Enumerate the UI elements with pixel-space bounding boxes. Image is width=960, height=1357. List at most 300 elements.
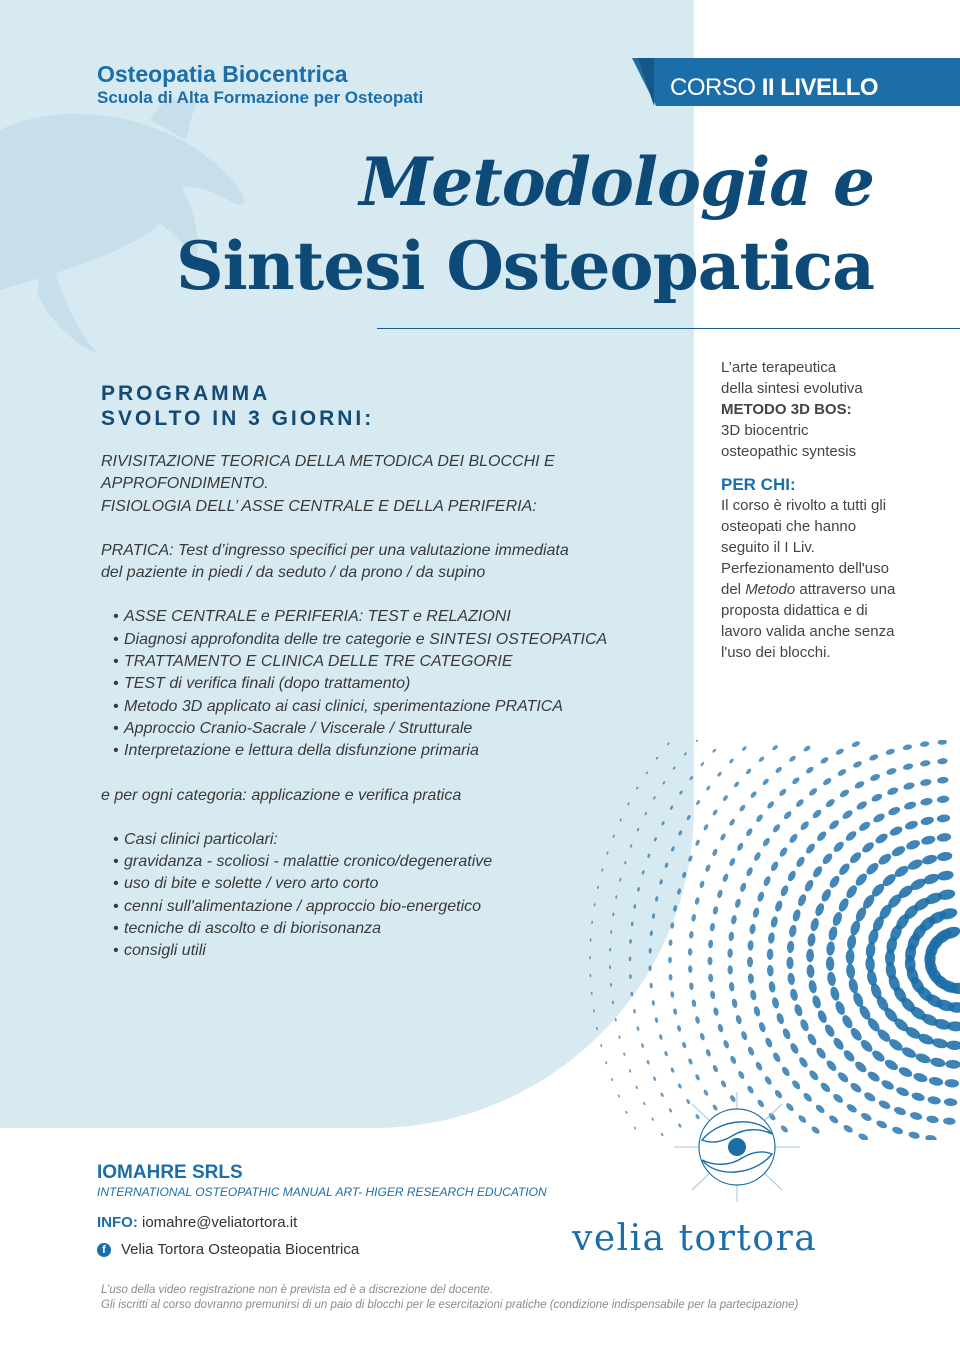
halftone-dot	[774, 900, 784, 913]
halftone-dot	[687, 855, 693, 863]
info-label: INFO:	[97, 1214, 138, 1231]
halftone-dot	[609, 965, 611, 969]
side-line-2: della sintesi evolutiva	[721, 380, 863, 397]
halftone-dot	[806, 964, 815, 978]
halftone-dot	[803, 879, 815, 893]
halftone-dot	[788, 832, 799, 844]
halftone-dot	[789, 1042, 800, 1055]
halftone-dot	[630, 844, 633, 848]
halftone-dot	[778, 788, 788, 798]
halftone-dot	[672, 766, 676, 770]
halftone-dot	[781, 1027, 792, 1040]
halftone-dot	[875, 1119, 888, 1130]
halftone-dot	[699, 1032, 705, 1041]
halftone-dots-decoration	[560, 740, 960, 1140]
halftone-dot	[937, 795, 950, 803]
facebook-row[interactable]	[97, 1241, 547, 1258]
disclaimer-line-2: Gli iscritti al corso dovranno premunirsi di un paio di blocchi per le esercitazioni pratiche (condizione indispensabile per la partecipazione)	[101, 1299, 799, 1311]
halftone-dot	[694, 1016, 700, 1024]
halftone-dot	[712, 1064, 719, 1073]
halftone-dot	[921, 853, 938, 866]
title-line-1: Metodologia e	[359, 143, 874, 221]
halftone-dot	[857, 820, 871, 833]
halftone-dot	[606, 851, 609, 855]
facebook-icon: f	[97, 1243, 111, 1257]
side-column	[721, 357, 901, 663]
halftone-dot	[803, 745, 812, 753]
halftone-dot	[630, 992, 633, 997]
halftone-dot	[716, 771, 722, 777]
list-item: • cenni sull'alimentazione / approccio bio-energetico	[113, 896, 661, 918]
halftone-dot	[646, 1060, 650, 1065]
halftone-dot	[853, 780, 865, 790]
halftone-dot	[676, 1025, 681, 1032]
halftone-dot	[811, 994, 822, 1009]
halftone-dot	[943, 1117, 956, 1125]
halftone-dot	[920, 741, 930, 748]
halftone-dot	[707, 957, 712, 966]
halftone-dot	[758, 756, 765, 763]
halftone-dot	[766, 800, 775, 810]
halftone-dot	[920, 759, 931, 767]
halftone-dot	[635, 1085, 638, 1089]
halftone-dot	[870, 792, 883, 803]
halftone-dot	[676, 888, 681, 895]
halftone-dot	[600, 1044, 603, 1048]
halftone-dot	[624, 861, 627, 865]
halftone-dot	[832, 1092, 845, 1104]
halftone-dot	[926, 1115, 939, 1124]
halftone-dot	[903, 800, 917, 811]
halftone-dot	[631, 921, 634, 926]
halftone-dot	[855, 800, 868, 812]
list-item: • Interpretazione e lettura della disfunzione primaria	[113, 740, 661, 762]
halftone-dot	[786, 957, 793, 970]
halftone-dot	[705, 1048, 712, 1057]
company-full-name: INTERNATIONAL OSTEOPATHIC MANUAL ART- HIGER RESEARCH EDUCATION	[97, 1185, 547, 1199]
halftone-dot	[845, 949, 854, 965]
halftone-dot	[786, 869, 797, 882]
list-item: • tecniche di ascolto e di biorisonanza	[113, 918, 661, 940]
halftone-dot	[851, 740, 861, 748]
halftone-dot	[727, 965, 733, 975]
halftone-dot	[727, 948, 733, 958]
halftone-dot	[610, 930, 612, 934]
halftone-dot	[722, 794, 729, 802]
side-line-1: L’arte terapeutica	[721, 359, 837, 376]
halftone-dot	[936, 814, 950, 823]
halftone-dot	[849, 1026, 864, 1043]
perchi-text-b: attraverso una proposta didattica e di lavoro valida anche senza l'uso dei blocchi.	[721, 581, 896, 661]
halftone-dot	[683, 752, 687, 756]
halftone-dot	[730, 915, 737, 925]
page-title	[176, 140, 874, 308]
halftone-dot	[619, 818, 622, 822]
halftone-dot	[820, 756, 830, 765]
facebook-link[interactable]: Velia Tortora Osteopatia Biocentrica	[121, 1241, 360, 1258]
halftone-dot	[877, 852, 894, 867]
program-pratica-2: del paziente in piedi / da seduto / da prono / da supino	[101, 564, 486, 582]
halftone-dot	[906, 857, 924, 871]
halftone-dot	[659, 879, 664, 885]
halftone-dot	[853, 1060, 868, 1075]
halftone-dot	[836, 1070, 850, 1084]
halftone-dot	[722, 1039, 730, 1049]
halftone-dot	[920, 816, 935, 827]
halftone-dot	[839, 788, 851, 799]
list-item: • gravidanza - scoliosi - malattie cronico/degenerative	[113, 851, 661, 873]
dolphins-logo-icon	[672, 1092, 802, 1202]
halftone-dot	[822, 777, 833, 787]
halftone-dot	[937, 870, 955, 882]
halftone-dot	[767, 948, 774, 960]
halftone-dot	[886, 786, 899, 796]
halftone-dot	[888, 825, 903, 838]
halftone-dot	[749, 923, 757, 934]
perchi-text	[721, 495, 901, 663]
halftone-dot	[717, 1023, 724, 1033]
halftone-dot	[832, 840, 846, 854]
halftone-dot	[849, 919, 862, 936]
halftone-dot	[747, 973, 754, 984]
halftone-dot	[712, 809, 719, 817]
halftone-dot	[649, 948, 652, 954]
halftone-dot	[852, 760, 863, 769]
halftone-dot	[625, 1110, 628, 1114]
halftone-dot	[651, 1117, 654, 1121]
halftone-dot	[659, 1034, 664, 1040]
halftone-dot	[728, 818, 736, 827]
halftone-dot	[731, 998, 738, 1008]
halftone-dot	[779, 884, 789, 897]
halftone-dot	[946, 1040, 960, 1050]
halftone-dot	[890, 844, 907, 858]
halftone-dot	[629, 939, 632, 944]
halftone-dot	[752, 907, 760, 919]
halftone-dot	[649, 983, 653, 989]
halftone-dot	[648, 965, 651, 971]
list-item: • Diagnosi approfondita delle tre categorie e SINTESI OSTEOPATICA	[113, 629, 661, 651]
company-name: IOMAHRE SRLS	[97, 1162, 243, 1183]
halftone-dot	[768, 981, 776, 993]
halftone-dot	[787, 940, 795, 953]
halftone-dot	[831, 911, 844, 927]
halftone-dot	[712, 748, 717, 753]
program-middle-line: e per ogni categoria: applicazione e verifica pratica	[101, 786, 462, 804]
halftone-dot	[745, 827, 754, 837]
halftone-dot	[787, 972, 796, 985]
halftone-dot	[929, 1057, 946, 1069]
program-heading-line-1: PROGRAMMA	[101, 382, 271, 405]
halftone-dot	[629, 957, 632, 962]
halftone-dot	[908, 1131, 921, 1140]
halftone-dot	[627, 802, 630, 806]
halftone-dot	[880, 1078, 896, 1091]
halftone-dot	[745, 866, 754, 877]
halftone-dot	[694, 1074, 700, 1082]
halftone-dot	[678, 830, 683, 836]
halftone-dot	[756, 891, 765, 903]
halftone-dot	[909, 1111, 923, 1121]
halftone-dot	[802, 1091, 814, 1103]
halftone-dot	[864, 861, 880, 877]
halftone-dot	[844, 883, 859, 900]
halftone-dot	[633, 1126, 636, 1130]
halftone-dot	[762, 875, 772, 887]
halftone-dot	[771, 744, 779, 751]
halftone-dot	[662, 781, 666, 785]
halftone-dot	[733, 781, 740, 789]
halftone-dot	[809, 917, 820, 932]
halftone-dot	[796, 893, 807, 907]
halftone-dot	[791, 1079, 802, 1091]
halftone-dot	[819, 1081, 832, 1094]
halftone-dot	[829, 986, 841, 1002]
halftone-dot	[643, 1101, 646, 1105]
halftone-dot	[735, 1014, 743, 1025]
program-pratica-1: PRATICA: Test d’ingresso specifici per una valutazione immediata	[101, 541, 569, 559]
halftone-dot	[728, 758, 734, 764]
program-heading	[101, 381, 374, 431]
halftone-dot	[841, 809, 854, 821]
halftone-dot	[669, 805, 674, 810]
halftone-dot	[767, 965, 774, 977]
halftone-dot	[609, 948, 611, 952]
halftone-dot	[649, 930, 653, 936]
halftone-dot	[826, 971, 837, 987]
halftone-dot	[795, 798, 806, 808]
halftone-dot	[629, 974, 632, 979]
halftone-dot	[615, 895, 618, 899]
halftone-dot	[745, 768, 752, 775]
halftone-dot	[905, 838, 921, 851]
halftone-dot	[689, 931, 694, 939]
halftone-dot	[741, 745, 747, 751]
halftone-dot	[842, 1123, 854, 1134]
halftone-dot	[767, 932, 775, 944]
list-item: • TRATTAMENTO E CLINICA DELLE TRE CATEGORIE	[113, 651, 661, 673]
halftone-dot	[736, 842, 744, 852]
halftone-dot	[629, 1069, 632, 1073]
halftone-dot	[612, 1000, 614, 1004]
disclaimer	[101, 1283, 798, 1313]
halftone-dot	[596, 1027, 598, 1030]
halftone-dot	[655, 756, 658, 760]
halftone-dot	[778, 846, 789, 858]
halftone-dot	[589, 974, 591, 977]
halftone-dot	[857, 1132, 869, 1140]
halftone-dot	[661, 821, 665, 826]
title-divider	[377, 328, 960, 329]
halftone-dot	[944, 1079, 959, 1088]
halftone-dot	[834, 1000, 847, 1017]
halftone-dot	[712, 906, 719, 915]
halftone-dot	[670, 846, 675, 852]
halftone-dot	[824, 798, 836, 809]
halftone-dot	[673, 1008, 678, 1015]
halftone-dot	[811, 808, 823, 819]
halftone-dot	[728, 857, 736, 867]
halftone-dot	[775, 1012, 785, 1025]
list-item: • uso di bite e solette / vero arto corto	[113, 873, 661, 895]
halftone-dot	[647, 853, 651, 858]
halftone-dot	[816, 1009, 828, 1024]
list-item: • Metodo 3D applicato ai casi clinici, sperimentazione PRATICA	[113, 696, 661, 718]
organization-header	[97, 60, 423, 108]
halftone-dot	[758, 1021, 767, 1033]
halftone-dot	[755, 813, 764, 823]
halftone-dot	[845, 963, 855, 979]
halftone-dot	[653, 837, 657, 842]
halftone-dot	[945, 1059, 960, 1069]
halftone-dot	[651, 1000, 655, 1006]
halftone-dot	[883, 1058, 900, 1073]
halftone-dot	[874, 832, 890, 846]
halftone-dot	[633, 1009, 636, 1014]
halftone-dot	[920, 797, 934, 807]
org-subtitle: Scuola di Alta Formazione per Osteopati	[97, 88, 424, 107]
halftone-dot	[780, 1065, 791, 1077]
halftone-dot	[853, 871, 869, 887]
halftone-dot	[720, 1080, 728, 1089]
halftone-dot	[664, 1051, 669, 1057]
halftone-dot	[807, 933, 817, 947]
halftone-dot	[651, 913, 655, 919]
halftone-dot	[689, 982, 694, 990]
halftone-dot	[845, 1102, 858, 1114]
halftone-dot	[703, 823, 710, 831]
halftone-dot	[753, 1006, 761, 1018]
halftone-dot	[825, 1059, 839, 1073]
halftone-dot	[842, 1048, 857, 1063]
halftone-dot	[610, 983, 612, 987]
halftone-dot	[668, 974, 672, 981]
halftone-dot	[710, 990, 716, 999]
title-line-2: Sintesi Osteopatica	[176, 227, 874, 305]
halftone-dot	[653, 796, 657, 800]
perchi-text-a: Il corso è rivolto a tutti gli osteopati che hanno seguito il I Liv. Perfezionamento dell'uso del	[721, 497, 889, 598]
halftone-dot	[593, 903, 595, 906]
perchi-heading: PER CHI:	[721, 475, 796, 494]
halftone-dot	[670, 922, 675, 929]
side-line-4: 3D biocentric	[721, 422, 809, 439]
list-item: • ASSE CENTRALE e PERIFERIA: TEST e RELAZIONI	[113, 606, 661, 628]
halftone-dot	[636, 828, 639, 832]
halftone-dot	[828, 1114, 840, 1125]
halftone-dot	[808, 1069, 820, 1082]
halftone-dot	[641, 870, 645, 875]
halftone-dot	[847, 977, 859, 994]
halftone-dot	[877, 1099, 891, 1111]
halftone-dot	[844, 829, 858, 842]
halftone-dot	[711, 848, 718, 857]
halftone-dot	[762, 837, 772, 848]
halftone-dot	[653, 1076, 657, 1081]
info-email[interactable]: iomahre@veliatortora.it	[142, 1214, 298, 1231]
halftone-dot	[700, 761, 705, 766]
halftone-dot	[788, 755, 797, 763]
halftone-dot	[832, 1036, 846, 1051]
halftone-dot	[679, 790, 684, 795]
logo-wordmark: velia tortora	[572, 1218, 818, 1259]
halftone-dot	[772, 823, 782, 834]
halftone-dot	[828, 819, 841, 831]
halftone-dot	[937, 740, 947, 745]
halftone-dot	[897, 1065, 914, 1079]
halftone-dot	[612, 834, 615, 838]
halftone-dot	[902, 744, 912, 751]
side-line-5: osteopathic syntesis	[721, 443, 857, 460]
halftone-dot	[619, 878, 622, 882]
halftone-dot	[704, 864, 711, 873]
halftone-dot	[749, 989, 757, 1000]
halftone-dot	[920, 778, 932, 787]
halftone-dot	[823, 1023, 836, 1039]
halftone-dot	[904, 819, 919, 831]
halftone-dot	[623, 1052, 626, 1056]
halftone-dot	[814, 902, 826, 917]
halftone-dot	[848, 850, 863, 865]
halftone-dot	[859, 1038, 875, 1054]
halftone-dot	[815, 1046, 828, 1060]
halftone-dot	[695, 799, 701, 805]
halftone-dot	[641, 1043, 645, 1048]
halftone-dot	[810, 1125, 821, 1135]
halftone-dot	[593, 1009, 595, 1012]
halftone-dot	[660, 1092, 664, 1097]
halftone-dot	[789, 988, 799, 1002]
method-name: METODO 3D BOS:	[721, 401, 852, 418]
halftone-dot	[664, 862, 669, 868]
halftone-dot	[738, 804, 746, 813]
halftone-dot	[747, 940, 754, 951]
halftone-dot	[740, 1030, 748, 1041]
halftone-dot	[636, 786, 639, 790]
halftone-dot	[660, 1132, 664, 1136]
halftone-dot	[728, 982, 735, 992]
halftone-dot	[868, 753, 879, 762]
halftone-dot	[601, 868, 604, 872]
halftone-dot	[928, 1076, 944, 1087]
halftone-dot	[654, 1017, 658, 1023]
halftone-dot	[589, 956, 591, 959]
halftone-dot	[713, 1007, 720, 1016]
halftone-dot	[681, 1041, 687, 1048]
halftone-dot	[754, 1061, 763, 1072]
halftone-dot	[686, 814, 692, 820]
halftone-dot	[937, 758, 948, 765]
halftone-dot	[806, 949, 814, 963]
halftone-dot	[797, 1056, 809, 1069]
halftone-dot	[920, 834, 936, 846]
halftone-dot	[791, 908, 801, 922]
halftone-dot	[636, 1026, 640, 1031]
halftone-dot	[673, 905, 678, 912]
halftone-dot	[708, 940, 714, 949]
halftone-dot	[885, 748, 896, 756]
halftone-dot	[753, 851, 762, 862]
halftone-dot	[597, 886, 599, 890]
halftone-dot	[835, 747, 845, 756]
halftone-dot	[860, 840, 875, 854]
halftone-dot	[670, 991, 675, 998]
halftone-dot	[772, 1051, 782, 1063]
halftone-dot	[761, 778, 769, 787]
halftone-dot	[737, 1070, 746, 1080]
halftone-dot	[695, 740, 699, 742]
halftone-dot	[870, 1048, 886, 1064]
halftone-dot	[872, 812, 886, 824]
